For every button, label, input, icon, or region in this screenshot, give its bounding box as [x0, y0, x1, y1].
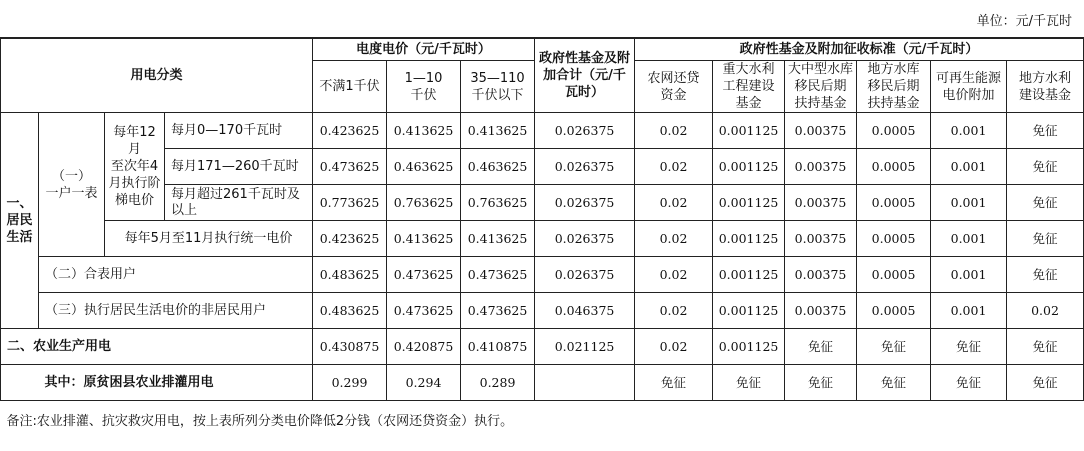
cell: 免征: [931, 365, 1007, 401]
cell: 0.046375: [535, 293, 635, 329]
cell: 0.026375: [535, 149, 635, 185]
cell: 0.0005: [857, 185, 931, 221]
cell: 0.413625: [461, 113, 535, 149]
header-fund-group: 政府性基金及附加征收标准（元/千瓦时）: [635, 39, 1084, 61]
cell: 0.001: [931, 149, 1007, 185]
cell: 0.473625: [387, 257, 461, 293]
cell: 免征: [785, 365, 857, 401]
label-tier1: 每月0—170千瓦时: [165, 113, 313, 149]
cell: 0.763625: [461, 185, 535, 221]
cell: 0.02: [635, 329, 713, 365]
cell: 免征: [1007, 365, 1084, 401]
label-tier3: 每月超过261千瓦时及以上: [165, 185, 313, 221]
cell: 免征: [1007, 185, 1084, 221]
label-agri: 二、农业生产用电: [1, 329, 313, 365]
cell: 0.763625: [387, 185, 461, 221]
cell: 0.02: [635, 149, 713, 185]
header-fund-col: 地方水库 移民后期 扶持基金: [857, 61, 931, 113]
cell: 0.02: [635, 185, 713, 221]
cell: 0.413625: [387, 221, 461, 257]
cell: 0.02: [1007, 293, 1084, 329]
cell: 免征: [857, 329, 931, 365]
cell: 0.026375: [535, 221, 635, 257]
header-price-col: 不满1千伏: [313, 61, 387, 113]
cell: 0.00375: [785, 149, 857, 185]
cell: 免征: [1007, 149, 1084, 185]
table-row: [1, 221, 1084, 257]
table-row: [1, 113, 1084, 149]
cell: 0.299: [313, 365, 387, 401]
cell: 0.423625: [313, 113, 387, 149]
cell: 0.001125: [713, 293, 785, 329]
label-tier2: 每月171—260千瓦时: [165, 149, 313, 185]
cell: 0.294: [387, 365, 461, 401]
cell: [535, 365, 635, 401]
cell: 0.001125: [713, 221, 785, 257]
electricity-price-table: [0, 38, 1084, 442]
label-non-resident: （三）执行居民生活电价的非居民用户: [39, 293, 313, 329]
header-price-col: 1—10 千伏: [387, 61, 461, 113]
cell: 0.00375: [785, 293, 857, 329]
label-shared-meter: （二）合表用户: [39, 257, 313, 293]
label-one-meter: （一） 一户一表: [39, 113, 105, 257]
cell: 0.001125: [713, 185, 785, 221]
cell: 0.001: [931, 113, 1007, 149]
cell: 0.001125: [713, 257, 785, 293]
cell: 0.001: [931, 257, 1007, 293]
cell: 0.473625: [461, 293, 535, 329]
cell: 0.0005: [857, 149, 931, 185]
cell: 0.00375: [785, 113, 857, 149]
cell: 0.413625: [387, 113, 461, 149]
label-unified: 每年5月至11月执行统一电价: [105, 221, 313, 257]
cell: 0.483625: [313, 293, 387, 329]
cell: 0.0005: [857, 293, 931, 329]
cell: 0.02: [635, 257, 713, 293]
cell: 0.0005: [857, 113, 931, 149]
cell: 免征: [931, 329, 1007, 365]
cell: 0.483625: [313, 257, 387, 293]
cell: 0.423625: [313, 221, 387, 257]
header-fund-col: 重大水利 工程建设 基金: [713, 61, 785, 113]
cell: 0.026375: [535, 113, 635, 149]
cell: 0.0005: [857, 221, 931, 257]
note-text: 备注:农业排灌、抗灾救灾用电，按上表所列分类电价降低2分钱（农网还贷资金）执行。: [1, 401, 1084, 442]
cell: 免征: [1007, 329, 1084, 365]
cell: 0.001125: [713, 113, 785, 149]
cell: 0.463625: [387, 149, 461, 185]
cell: 0.473625: [387, 293, 461, 329]
cell: 0.430875: [313, 329, 387, 365]
cell: 0.410875: [461, 329, 535, 365]
cell: 0.02: [635, 113, 713, 149]
cell: 0.289: [461, 365, 535, 401]
header-category: 用电分类: [1, 39, 313, 113]
cell: 免征: [713, 365, 785, 401]
cell: 0.00375: [785, 221, 857, 257]
cell: 0.001125: [713, 329, 785, 365]
table-row: [1, 365, 1084, 401]
cell: 0.473625: [461, 257, 535, 293]
header-fund-col: 农网还贷 资金: [635, 61, 713, 113]
label-residential: 一、 居民 生活: [1, 113, 39, 329]
empty-cell: [1, 365, 39, 401]
header-fund-col: 可再生能源 电价附加: [931, 61, 1007, 113]
table-row: [1, 329, 1084, 365]
table-row: [1, 257, 1084, 293]
cell: 0.001125: [713, 149, 785, 185]
cell: 0.00375: [785, 185, 857, 221]
header-price-group: 电度电价（元/千瓦时）: [313, 39, 535, 61]
cell: 免征: [1007, 257, 1084, 293]
cell: 0.420875: [387, 329, 461, 365]
cell: 0.0005: [857, 257, 931, 293]
cell: 0.473625: [313, 149, 387, 185]
header-fund-col: 大中型水库 移民后期 扶持基金: [785, 61, 857, 113]
cell: 0.773625: [313, 185, 387, 221]
cell: 0.001: [931, 293, 1007, 329]
cell: 0.00375: [785, 257, 857, 293]
label-agri-sub: 其中：原贫困县农业排灌用电: [39, 365, 313, 401]
label-tiered: 每年12月 至次年4 月执行阶 梯电价: [105, 113, 165, 221]
note-row: [1, 401, 1084, 442]
header-fund-col: 地方水利 建设基金: [1007, 61, 1084, 113]
cell: 0.021125: [535, 329, 635, 365]
cell: 0.02: [635, 293, 713, 329]
cell: 免征: [857, 365, 931, 401]
cell: 0.026375: [535, 185, 635, 221]
header-price-col: 35—110 千伏以下: [461, 61, 535, 113]
cell: 0.463625: [461, 149, 535, 185]
cell: 0.02: [635, 221, 713, 257]
cell: 免征: [1007, 221, 1084, 257]
cell: 0.001: [931, 185, 1007, 221]
cell: 0.026375: [535, 257, 635, 293]
cell: 0.413625: [461, 221, 535, 257]
header-fund-total: 政府性基金及附加合计（元/千瓦时）: [535, 39, 635, 113]
unit-label: 单位：元/千瓦时: [976, 14, 1072, 29]
cell: 免征: [1007, 113, 1084, 149]
table-row: [1, 293, 1084, 329]
cell: 0.001: [931, 221, 1007, 257]
cell: 免征: [785, 329, 857, 365]
cell: 免征: [635, 365, 713, 401]
